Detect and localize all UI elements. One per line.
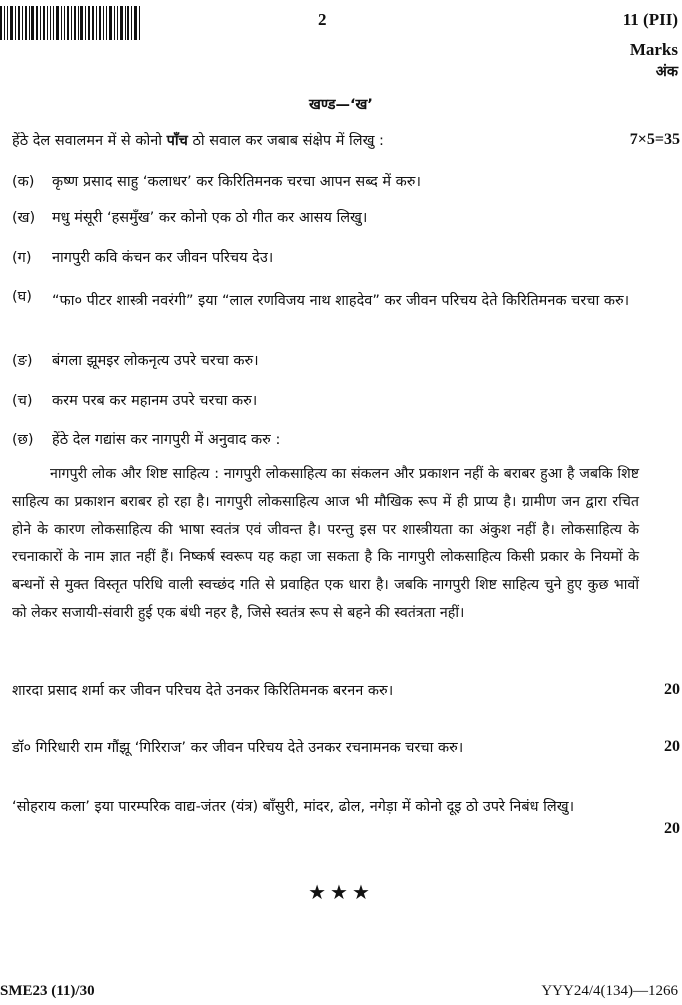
item-label: (छ) bbox=[12, 432, 34, 448]
marks-heading-hi: अंक bbox=[655, 64, 678, 80]
marks-heading-en: Marks bbox=[629, 40, 678, 59]
question-marks: 20 bbox=[664, 820, 680, 837]
section-marks: 7×5=35 bbox=[629, 131, 680, 148]
footer-left-code: SME23 (11)/30 bbox=[0, 983, 95, 999]
item-text: बंगला झूमइर लोकनृत्य उपरे चरचा करु। bbox=[52, 353, 259, 369]
question-text: शारदा प्रसाद शर्मा कर जीवन परिचय देते उनकर किरितिमनक बरनन करु। bbox=[12, 683, 394, 699]
item-label: (ङ) bbox=[12, 353, 33, 369]
barcode bbox=[0, 6, 142, 40]
item-label: (च) bbox=[12, 393, 33, 409]
item-label: (ग) bbox=[12, 250, 32, 266]
question-marks: 20 bbox=[664, 681, 680, 698]
item-text: कृष्ण प्रसाद साहु ‘कलाधर’ कर किरितिमनक चरचा आपन सब्द में करु। bbox=[52, 174, 421, 190]
item-label: (क) bbox=[12, 174, 35, 190]
translation-passage: नागपुरी लोक और शिष्ट साहित्य : नागपुरी लोकसाहित्य का संकलन और प्रकाशन नहीं के बराबर हुआ है जबकि शिष्ट साहित्य का प्रकाशन बराबर हो रहा है। नागपुरी लोकसाहित्य आज भी मौखिक रूप में ही प्राप्य है। ग्रामीण जन द्वारा रचित होने के कारण लोकसाहित्य की भाषा स्वतंत्र एवं जीवन्त है। परन्तु इस पर शास्त्रीयता का अंकुश नहीं है। लोकसाहित्य के रचनाकारों के नाम ज्ञात नहीं हैं। निष्कर्ष स्वरूप यह कहा जा सकता है कि नागपुरी लोकसाहित्य किसी प्रकार के नियमों के बन्धनों से मुक्त विस्तृत परिधि वाली स्वच्छंद गति से प्रवाहित एक धारा है। जबकि नागपुरी शिष्ट साहित्य चुने हुए कुछ भावों को लेकर सजायी-संवारी हुई एक बंधी नहर है, जिसे स्वतंत्र रूप से बहने की स्वतंत्रता नहीं। bbox=[12, 466, 639, 621]
section-title: खण्ड—‘ख’ bbox=[309, 97, 373, 113]
paper-code: 11 (PII) bbox=[622, 10, 678, 29]
footer-right-code: YYY24/4(134)—1266 bbox=[541, 983, 678, 999]
page-number: 2 bbox=[318, 10, 327, 29]
instruction-post: ठो सवाल कर जबाब संक्षेप में लिखु : bbox=[187, 133, 384, 149]
instruction-pre: हेंठे देल सवालमन में से कोनो bbox=[12, 133, 167, 149]
end-mark: ★★★ bbox=[308, 880, 374, 904]
item-label: (ख) bbox=[12, 210, 36, 226]
item-text: हेंठे देल गद्यांस कर नागपुरी में अनुवाद करु : bbox=[52, 432, 281, 448]
question-text: ‘सोहराय कला’ इया पारम्परिक वाद्य-जंतर (यंत्र) बाँसुरी, मांदर, ढोल, नगेड़ा में कोनो दूइ ठो उपरे निबंध लिखु। bbox=[12, 799, 575, 815]
instruction-count: पाँच bbox=[166, 133, 188, 149]
item-text: नागपुरी कवि कंचन कर जीवन परिचय देउ। bbox=[52, 250, 274, 266]
item-text: “फा० पीटर शास्त्री नवरंगी” इया “लाल रणविजय नाथ शाहदेव” कर जीवन परिचय देते किरितिमनक चरचा करु। bbox=[52, 293, 630, 309]
item-text: करम परब कर महानम उपरे चरचा करु। bbox=[52, 393, 258, 409]
question-marks: 20 bbox=[664, 738, 680, 755]
item-label: (घ) bbox=[12, 289, 32, 305]
section-instruction bbox=[12, 131, 384, 151]
question-text: डॉ० गिरिधारी राम गौंझू ‘गिरिराज’ कर जीवन परिचय देते उनकर रचनामनक चरचा करु। bbox=[12, 740, 464, 756]
item-text: मधु मंसूरी ‘हसमुँख’ कर कोनो एक ठो गीत कर आसय लिखु। bbox=[52, 210, 368, 226]
